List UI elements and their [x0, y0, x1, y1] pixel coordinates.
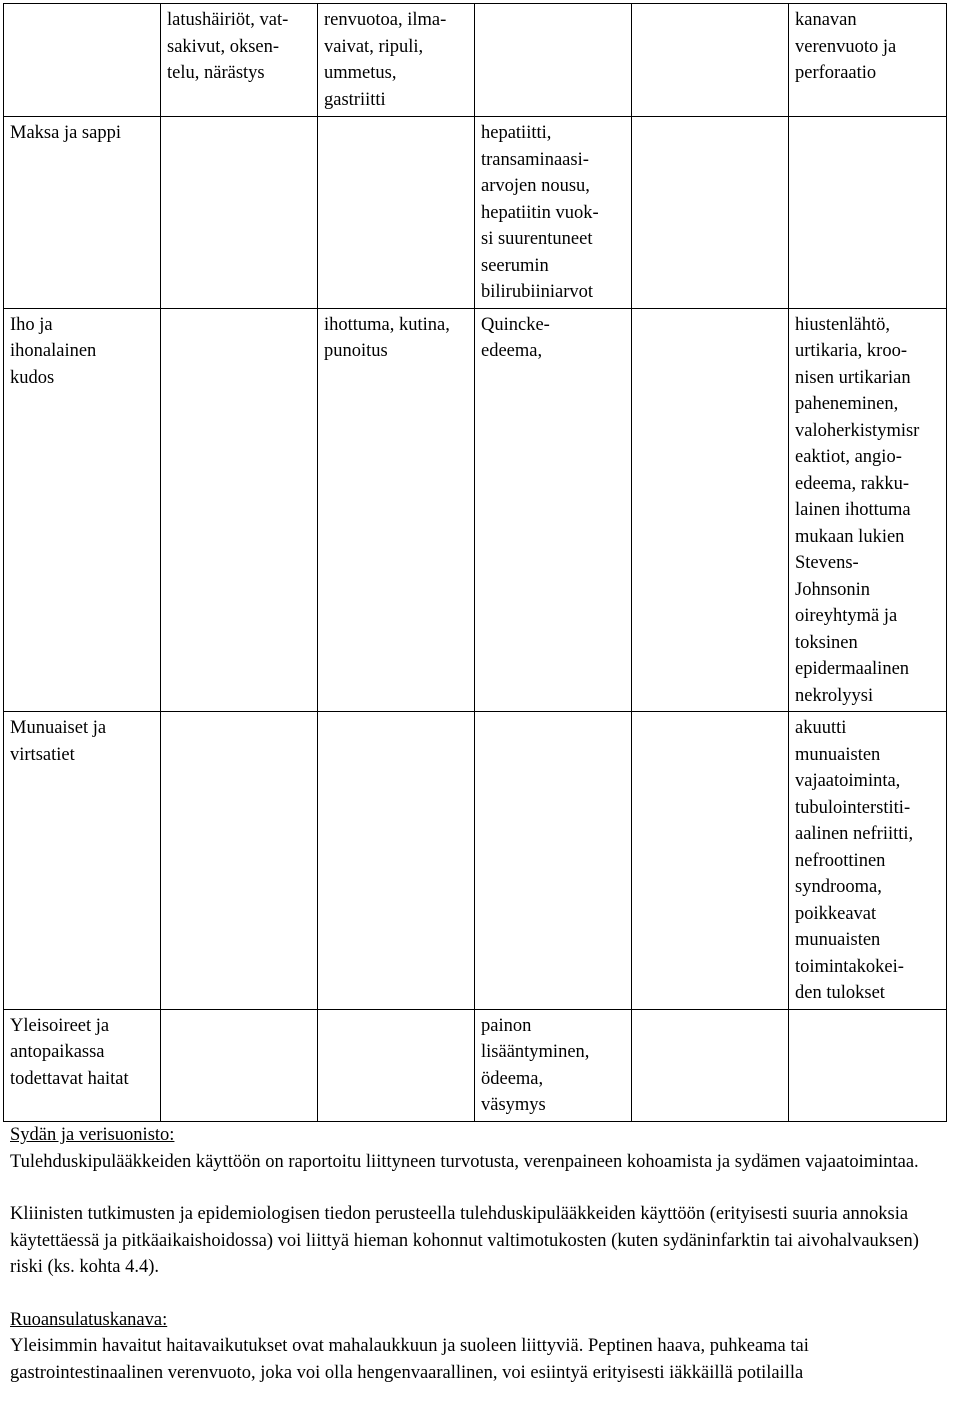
frequency-cell — [161, 712, 318, 1010]
frequency-cell: Quincke- edeema, — [475, 308, 632, 712]
frequency-cell — [632, 308, 789, 712]
frequency-cell — [318, 117, 475, 309]
frequency-cell: renvuotoa, ilma- vaivat, ripuli, ummetus, gastriitti — [318, 4, 475, 117]
frequency-cell — [632, 1009, 789, 1121]
organ-class-cell: Maksa ja sappi — [4, 117, 161, 309]
frequency-cell — [318, 712, 475, 1010]
frequency-cell — [475, 4, 632, 117]
clinical-paragraph: Kliinisten tutkimusten ja epidemiologisen tiedon perusteella tulehduskipulääkkeiden käyttöön (erityisesti suuria annoksia käytettäessä ja pitkäaikaishoidossa) voi liittyä hieman kohonnut valtimotukosten (kuten sydäninfarktin tai aivohalvauksen) riski (ks. kohta 4.4). — [10, 1204, 919, 1277]
frequency-cell — [161, 117, 318, 309]
frequency-cell — [475, 712, 632, 1010]
frequency-cell: latushäiriöt, vat- sakivut, oksen- telu, närästys — [161, 4, 318, 117]
paragraph-spacer — [10, 1281, 950, 1307]
frequency-cell: hiustenlähtö, urtikaria, kroo- nisen urtikarian paheneminen, valoherkistymisr eaktiot, angio- edeema, rakku- lainen ihottuma mukaan lukien Stevens- Johnsonin oireyhtymä ja toksinen epidermaalinen nekrolyysi — [789, 308, 947, 712]
gi-heading: Ruoansulatuskanava: — [10, 1309, 168, 1330]
frequency-cell: ihottuma, kutina, punoitus — [318, 308, 475, 712]
frequency-cell: akuutti munuaisten vajaatoiminta, tubulointerstiti- aalinen nefriitti, nefroottinen syndrooma, poikkeavat munuaisten toimintakokei- den tulokset — [789, 712, 947, 1010]
table-row — [4, 1009, 947, 1121]
table-row — [4, 712, 947, 1010]
frequency-cell — [161, 1009, 318, 1121]
frequency-cell — [789, 117, 947, 309]
frequency-cell — [632, 712, 789, 1010]
frequency-cell: painon lisääntyminen, ödeema, väsymys — [475, 1009, 632, 1121]
organ-class-cell: Munuaiset ja virtsatiet — [4, 712, 161, 1010]
table-row — [4, 117, 947, 309]
frequency-cell: hepatiitti, transaminaasi- arvojen nousu, hepatiitin vuok- si suurentuneet seerumin bilirubiiniarvot — [475, 117, 632, 309]
body-text — [10, 1122, 950, 1386]
cardio-heading: Sydän ja verisuonisto: — [10, 1125, 175, 1145]
frequency-cell — [789, 1009, 947, 1121]
adverse-effects-table — [3, 3, 947, 1122]
frequency-cell — [161, 308, 318, 712]
organ-class-cell: Yleisoireet ja antopaikassa todettavat haitat — [4, 1009, 161, 1121]
frequency-cell — [632, 4, 789, 117]
gi-paragraph: Yleisimmin havaitut haitavaikutukset ovat mahalaukkuun ja suoleen liittyviä. Peptinen haava, puhkeama tai gastrointestinaalinen verenvuoto, joka voi olla hengenvaarallinen, voi esiintyä erityisesti iäkkäillä potilailla — [10, 1336, 809, 1383]
cardio-paragraph: Tulehduskipulääkkeiden käyttöön on raportoitu liittyneen turvotusta, verenpaineen kohoamista ja sydämen vajaatoimintaa. — [10, 1151, 919, 1172]
frequency-cell — [632, 117, 789, 309]
frequency-cell — [318, 1009, 475, 1121]
organ-class-cell: Iho ja ihonalainen kudos — [4, 308, 161, 712]
organ-class-cell — [4, 4, 161, 117]
frequency-cell: kanavan verenvuoto ja perforaatio — [789, 4, 947, 117]
paragraph-spacer — [10, 1175, 950, 1201]
table-row — [4, 4, 947, 117]
table-row — [4, 308, 947, 712]
